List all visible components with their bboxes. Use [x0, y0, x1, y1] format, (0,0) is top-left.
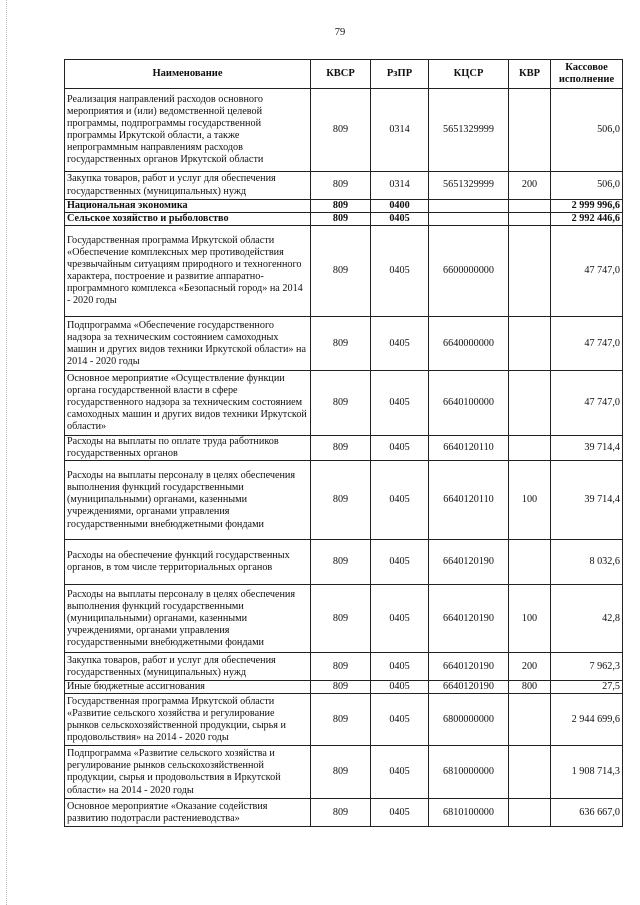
row-kcsr: 6640000000	[429, 317, 509, 371]
row-amount: 2 992 446,6	[551, 213, 623, 226]
table-row	[65, 746, 623, 799]
row-kcsr: 6810000000	[429, 746, 509, 799]
table-row	[65, 694, 623, 746]
row-kvr: 800	[509, 681, 551, 694]
row-kcsr: 6640120190	[429, 681, 509, 694]
row-name: Подпрограмма «Развитие сельского хозяйства и регулирование рынков сельскохозяйственной продукции, сырья и продовольствия в Иркутской области» на 2014 - 2020 годы	[65, 746, 311, 799]
row-name: Государственная программа Иркутской области «Развитие сельского хозяйства и регулирование рынков сельскохозяйственной продукции, сырья и продовольствия» на 2014 - 2020 годы	[65, 694, 311, 746]
row-kvr	[509, 746, 551, 799]
row-kvr	[509, 200, 551, 213]
row-amount: 1 908 714,3	[551, 746, 623, 799]
row-name: Реализация направлений расходов основного мероприятия и (или) ведомственной целевой программы, подпрограммы государственной программы Иркутской области, а также непрограммным направлениям расходов государственных органов Иркутской области	[65, 89, 311, 172]
row-kvsr: 809	[311, 681, 371, 694]
row-name: Расходы на обеспечение функций государственных органов, в том числе территориальных органов	[65, 540, 311, 585]
row-kvr	[509, 799, 551, 827]
row-rzpr: 0405	[371, 371, 429, 436]
row-kvr: 200	[509, 653, 551, 681]
row-name: Расходы на выплаты персоналу в целях обеспечения выполнения функций государственными (муниципальными) органами, казенными учреждениями, органами управления государственными внебюджетными фондами	[65, 585, 311, 653]
header-rzpr: РзПР	[371, 60, 429, 89]
row-rzpr: 0400	[371, 200, 429, 213]
row-amount: 2 999 996,6	[551, 200, 623, 213]
row-kvsr: 809	[311, 540, 371, 585]
row-kvr	[509, 213, 551, 226]
table-row	[65, 89, 623, 172]
row-kcsr: 6640120110	[429, 461, 509, 540]
row-kvr: 100	[509, 461, 551, 540]
row-rzpr: 0405	[371, 436, 429, 461]
row-kvr	[509, 226, 551, 317]
row-amount: 7 962,3	[551, 653, 623, 681]
row-kcsr: 6640120190	[429, 653, 509, 681]
row-kvsr: 809	[311, 200, 371, 213]
row-rzpr: 0405	[371, 681, 429, 694]
row-kvsr: 809	[311, 317, 371, 371]
row-name: Закупка товаров, работ и услуг для обеспечения государственных (муниципальных) нужд	[65, 172, 311, 200]
row-kvsr: 809	[311, 226, 371, 317]
row-rzpr: 0405	[371, 226, 429, 317]
row-amount: 42,8	[551, 585, 623, 653]
row-kcsr: 6640120190	[429, 540, 509, 585]
table-row	[65, 317, 623, 371]
row-amount: 39 714,4	[551, 436, 623, 461]
page-edge-line	[6, 0, 7, 905]
row-rzpr: 0314	[371, 172, 429, 200]
row-name: Основное мероприятие «Оказание содействия развитию подотрасли растениеводства»	[65, 799, 311, 827]
row-kcsr: 6800000000	[429, 694, 509, 746]
row-amount: 506,0	[551, 172, 623, 200]
row-kvsr: 809	[311, 436, 371, 461]
table-row	[65, 226, 623, 317]
row-amount: 8 032,6	[551, 540, 623, 585]
row-name: Подпрограмма «Обеспечение государственного надзора за техническим состоянием самоходных машин и других видов техники Иркутской области» на 2014 - 2020 годы	[65, 317, 311, 371]
row-amount: 47 747,0	[551, 317, 623, 371]
row-kvr	[509, 694, 551, 746]
row-name: Расходы на выплаты персоналу в целях обеспечения выполнения функций государственными (муниципальными) органами, казенными учреждениями, органами управления государственными внебюджетными фондами	[65, 461, 311, 540]
row-kcsr: 6810100000	[429, 799, 509, 827]
row-rzpr: 0405	[371, 213, 429, 226]
header-kcsr: КЦСР	[429, 60, 509, 89]
row-kvr	[509, 371, 551, 436]
budget-table	[64, 59, 623, 827]
header-amount: Кассовое исполнение	[551, 60, 623, 89]
table-row	[65, 461, 623, 540]
table-row	[65, 681, 623, 694]
row-amount: 47 747,0	[551, 371, 623, 436]
table-header-row	[65, 60, 623, 89]
row-rzpr: 0405	[371, 653, 429, 681]
table-row	[65, 540, 623, 585]
table-row	[65, 172, 623, 200]
row-rzpr: 0405	[371, 799, 429, 827]
row-name: Закупка товаров, работ и услуг для обеспечения государственных (муниципальных) нужд	[65, 653, 311, 681]
row-amount: 47 747,0	[551, 226, 623, 317]
row-kvsr: 809	[311, 585, 371, 653]
row-kvr	[509, 436, 551, 461]
row-kvsr: 809	[311, 89, 371, 172]
header-kvr: КВР	[509, 60, 551, 89]
row-amount: 2 944 699,6	[551, 694, 623, 746]
row-kvsr: 809	[311, 746, 371, 799]
row-amount: 506,0	[551, 89, 623, 172]
table-row	[65, 200, 623, 213]
row-name: Основное мероприятие «Осуществление функции органа государственной власти в сфере государственного надзора за техническим состоянием самоходных машин и других видов техники Иркутской области»	[65, 371, 311, 436]
row-kcsr: 6640120190	[429, 585, 509, 653]
row-name: Иные бюджетные ассигнования	[65, 681, 311, 694]
row-kvsr: 809	[311, 213, 371, 226]
row-kcsr: 6640120110	[429, 436, 509, 461]
table-row	[65, 653, 623, 681]
row-rzpr: 0405	[371, 585, 429, 653]
row-rzpr: 0405	[371, 317, 429, 371]
row-rzpr: 0405	[371, 461, 429, 540]
row-kvsr: 809	[311, 371, 371, 436]
row-kcsr: 5651329999	[429, 172, 509, 200]
row-kcsr: 6640100000	[429, 371, 509, 436]
page-number: 79	[334, 27, 346, 38]
row-kcsr: 6600000000	[429, 226, 509, 317]
table-row	[65, 799, 623, 827]
row-name: Государственная программа Иркутской области «Обеспечение комплексных мер противодействия чрезвычайным ситуациям природного и техногенного характера, построение и развитие аппаратно-программного комплекса «Безопасный город» на 2014 - 2020 годы	[65, 226, 311, 317]
row-kvsr: 809	[311, 799, 371, 827]
row-kvsr: 809	[311, 653, 371, 681]
row-rzpr: 0405	[371, 694, 429, 746]
row-kvr	[509, 540, 551, 585]
table-row	[65, 585, 623, 653]
row-rzpr: 0405	[371, 746, 429, 799]
table-row	[65, 436, 623, 461]
header-name: Наименование	[65, 60, 311, 89]
row-kvr	[509, 317, 551, 371]
row-rzpr: 0314	[371, 89, 429, 172]
row-name: Национальная экономика	[65, 200, 311, 213]
table-row	[65, 213, 623, 226]
row-kvsr: 809	[311, 694, 371, 746]
row-kcsr	[429, 200, 509, 213]
row-kcsr: 5651329999	[429, 89, 509, 172]
row-rzpr: 0405	[371, 540, 429, 585]
table-row	[65, 371, 623, 436]
row-name: Сельское хозяйство и рыболовство	[65, 213, 311, 226]
row-kvr: 200	[509, 172, 551, 200]
row-amount: 636 667,0	[551, 799, 623, 827]
row-kvsr: 809	[311, 461, 371, 540]
row-kcsr	[429, 213, 509, 226]
row-name: Расходы на выплаты по оплате труда работников государственных органов	[65, 436, 311, 461]
header-kvsr: КВСР	[311, 60, 371, 89]
row-kvr	[509, 89, 551, 172]
row-amount: 39 714,4	[551, 461, 623, 540]
row-kvsr: 809	[311, 172, 371, 200]
row-kvr: 100	[509, 585, 551, 653]
row-amount: 27,5	[551, 681, 623, 694]
